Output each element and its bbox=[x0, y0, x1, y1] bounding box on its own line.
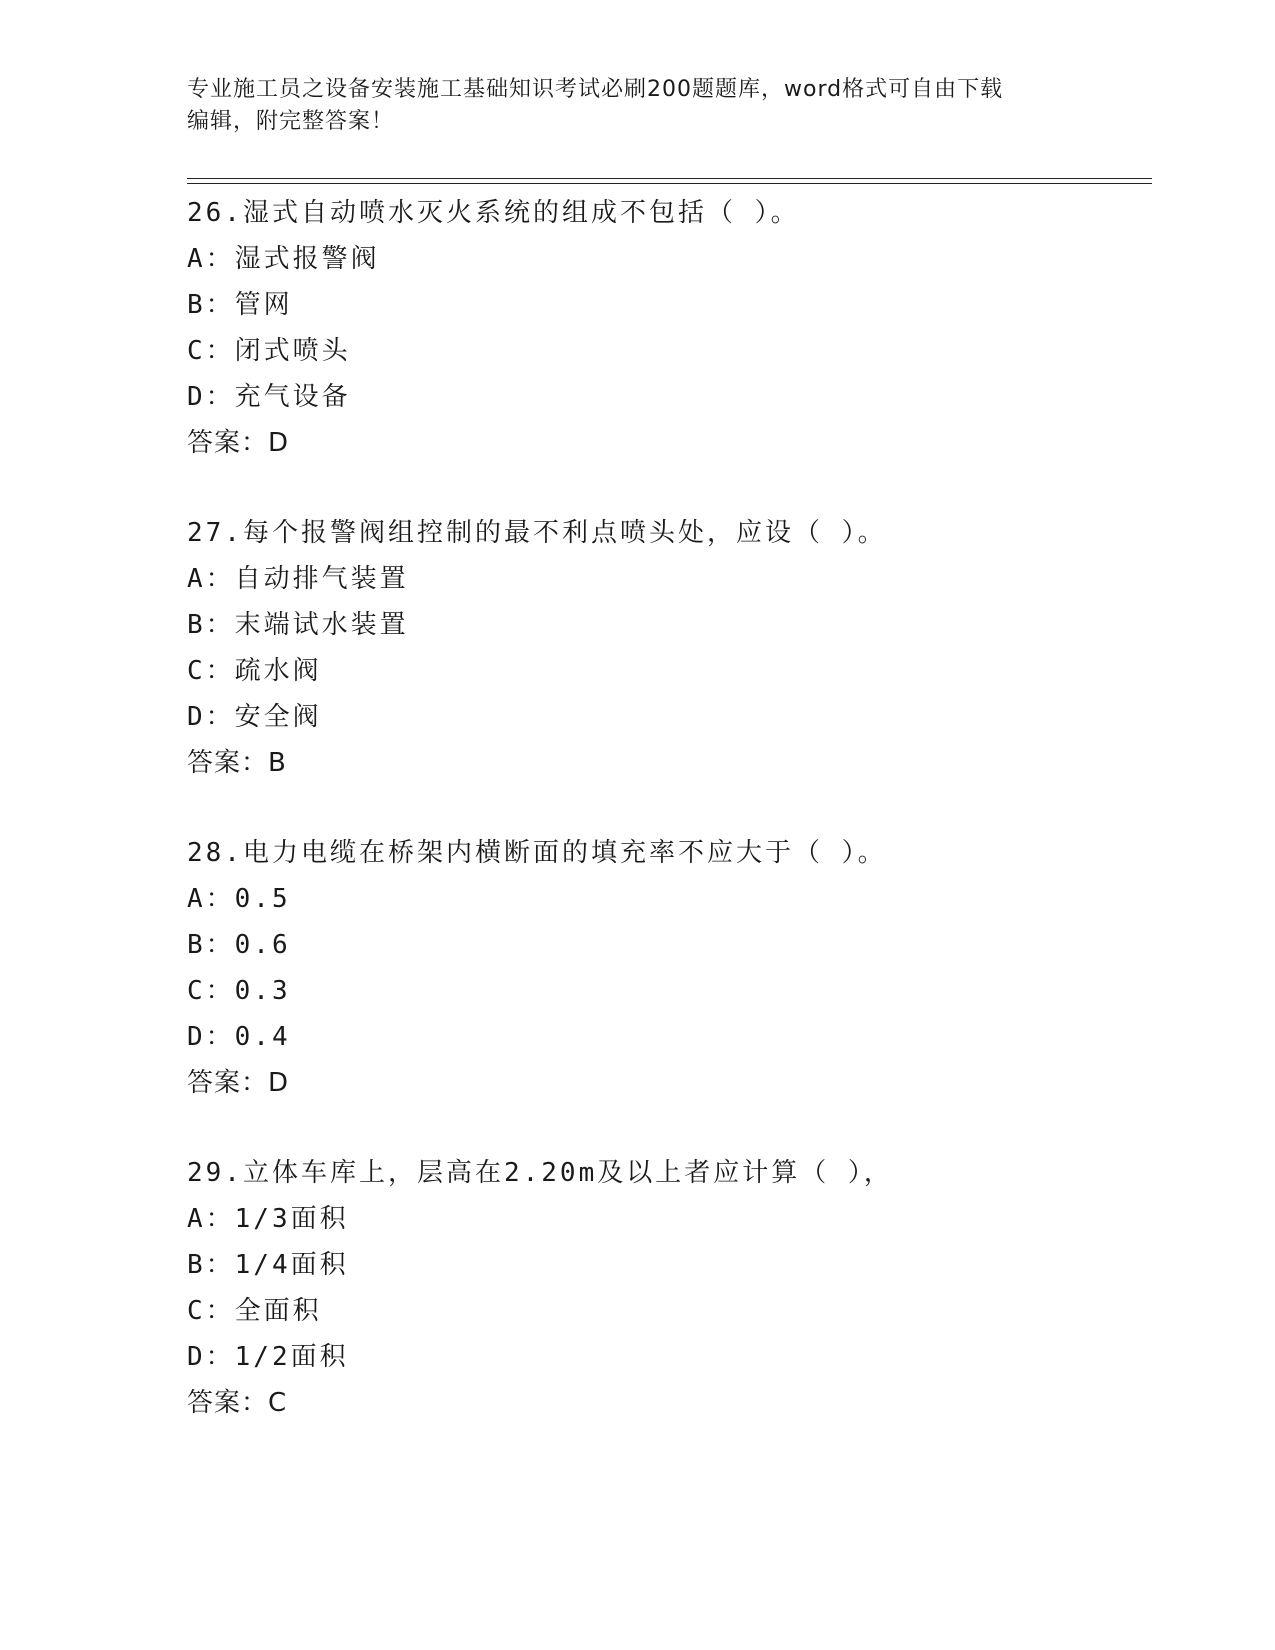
option-d: D：1/2面积 bbox=[187, 1342, 349, 1372]
answer: 答案：C bbox=[187, 1388, 288, 1418]
question-stem: 27.每个报警阀组控制的最不利点喷头处，应设（ ）。 bbox=[187, 518, 887, 548]
question-stem: 26.湿式自动喷水灭火系统的组成不包括（ ）。 bbox=[187, 198, 800, 228]
option-d: D：0.4 bbox=[187, 1022, 291, 1052]
question-stem: 28.电力电缆在桥架内横断面的填充率不应大于（ ）。 bbox=[187, 838, 887, 868]
option-c: C：0.3 bbox=[187, 976, 291, 1006]
answer: 答案：B bbox=[187, 748, 287, 778]
question-27 bbox=[187, 510, 1152, 830]
option-c: C：闭式喷头 bbox=[187, 336, 351, 366]
option-c: C：全面积 bbox=[187, 1296, 322, 1326]
option-a: A：自动排气装置 bbox=[187, 564, 409, 594]
option-c: C：疏水阀 bbox=[187, 656, 322, 686]
answer: 答案：D bbox=[187, 428, 290, 458]
header-line-1: 专业施工员之设备安装施工基础知识考试必刷200题题库，word格式可自由下载 bbox=[187, 77, 1004, 102]
option-a: A：1/3面积 bbox=[187, 1204, 349, 1234]
question-stem: 29.立体车库上，层高在2.20m及以上者应计算（ ）， bbox=[187, 1158, 893, 1188]
option-b: B：1/4面积 bbox=[187, 1250, 349, 1280]
question-26 bbox=[187, 190, 1152, 510]
question-list bbox=[187, 190, 1152, 1470]
option-b: B：末端试水装置 bbox=[187, 610, 409, 640]
option-b: B：管网 bbox=[187, 290, 293, 320]
header-line-2: 编辑，附完整答案！ bbox=[187, 109, 395, 134]
answer: 答案：D bbox=[187, 1068, 290, 1098]
option-a: A：0.5 bbox=[187, 884, 291, 914]
header-divider-bottom bbox=[187, 183, 1152, 184]
option-d: D：充气设备 bbox=[187, 382, 351, 412]
question-29 bbox=[187, 1150, 1152, 1470]
option-b: B：0.6 bbox=[187, 930, 291, 960]
question-28 bbox=[187, 830, 1152, 1150]
header-divider-top bbox=[187, 178, 1152, 179]
document-header bbox=[187, 74, 1067, 138]
option-d: D：安全阀 bbox=[187, 702, 322, 732]
option-a: A：湿式报警阀 bbox=[187, 244, 380, 274]
